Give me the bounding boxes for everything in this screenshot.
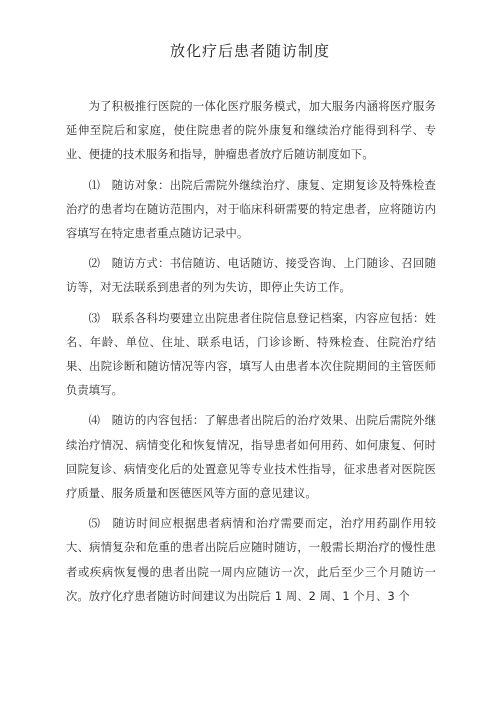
- document-body: [66, 95, 436, 615]
- paragraph-1-followup-targets: ⑴ 随访对象：出院后需院外继续治疗、康复、定期复诊及特殊检查治疗的患者均在随访范围内，对于临床科研需要的特定患者，应将随访内容填写在特定患者重点随访记录中。: [66, 178, 436, 241]
- page-title: 放化疗后患者随访制度: [169, 42, 330, 60]
- paragraph-2-followup-methods: ⑵ 随访方式：书信随访、电话随访、接受咨询、上门随诊、召回随访等，对无法联系到患者的列为失访，即停止失访工作。: [66, 257, 436, 295]
- paragraph-5-followup-timing: ⑸ 随访时间应根据患者病情和治疗需要而定，治疗用药副作用较大、病情复杂和危重的患者出院后应随时随访，一般需长期治疗的慢性患者或疾病恢复慢的患者出院一周内应随访一次，此后至少三个月随访一次。放疗化疗患者随访时间建议为出院后 1 周、2 周、1 个月、3 个: [66, 517, 436, 603]
- paragraph-intro: 为了积极推行医院的一体化医疗服务模式，加大服务内涵将医疗服务延伸至院后和家庭，使住院患者的院外康复和继续治疗能得到科学、专业、便捷的技术服务和指导，肿瘤患者放疗后随访制度如下。: [66, 100, 436, 162]
- paragraph-3-records: ⑶ 联系各科均要建立出院患者住院信息登记档案，内容应包括：姓名、年龄、单位、住址、联系电话，门诊诊断、特殊检查、住院治疗结果、出院诊断和随访情况等内容，填写人由患者本次住院期间的主管医师负责填写。: [66, 311, 436, 398]
- paragraph-4-followup-content: ⑷ 随访的内容包括：了解患者出院后的治疗效果、出院后需院外继续治疗情况、病情变化和恢复情况，指导患者如何用药、如何康复、何时回院复诊、病情变化后的处置意见等专业技术性指导，征求患者对医院医疗质量、服务质量和医德医风等方面的意见建议。: [66, 414, 436, 501]
